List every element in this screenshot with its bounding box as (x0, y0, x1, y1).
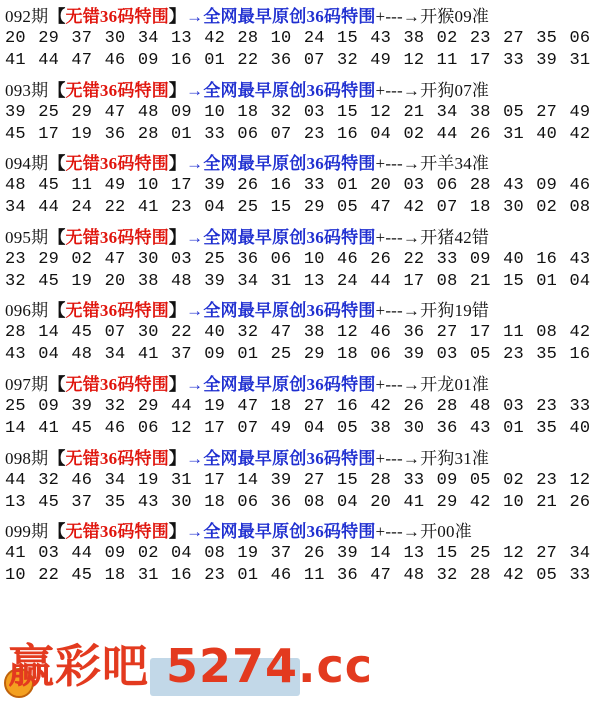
number-row: 45 17 19 36 28 01 33 06 07 23 16 04 02 44 26 31 40 42 (5, 124, 591, 144)
arrow-connector: +---→ (375, 301, 421, 321)
close-bracket: 】 (168, 301, 187, 321)
result-label: 开龙01准 (420, 374, 490, 394)
close-bracket: 】 (168, 374, 187, 394)
number-row: 28 14 45 07 30 22 40 32 47 38 12 46 36 27 17 11 08 42 (5, 323, 591, 343)
period-label: 093期 (5, 80, 49, 100)
number-row: 23 29 02 47 30 03 25 36 06 10 46 26 22 33 09 40 16 43 (5, 249, 591, 269)
slogan-label: →全网最早原创36码特围 (186, 522, 376, 542)
result-label: 开00准 (420, 522, 472, 542)
period-label: 097期 (5, 374, 49, 394)
slogan-label: →全网最早原创36码特围 (186, 154, 376, 174)
record-header (0, 521, 595, 543)
record-header (0, 80, 595, 102)
record-block (0, 448, 595, 522)
number-row: 41 03 44 09 02 04 08 19 37 26 39 14 13 15 25 12 27 34 (5, 544, 591, 564)
result-label: 开猴09准 (420, 7, 490, 26)
tag-label: 无错36码特围 (65, 374, 169, 394)
number-row: 32 45 19 20 38 48 39 34 31 13 24 44 17 08 21 15 01 04 (5, 271, 591, 291)
record-header (0, 374, 595, 396)
result-label: 开狗31准 (420, 448, 490, 468)
arrow-connector: +---→ (375, 227, 421, 247)
record-block (0, 300, 595, 374)
period-label: 098期 (5, 448, 49, 468)
open-bracket: 【 (48, 7, 66, 26)
records-list (0, 6, 595, 595)
record-header (0, 153, 595, 175)
open-bracket: 【 (48, 227, 66, 247)
tag-label: 无错36码特围 (65, 301, 169, 321)
tag-label: 无错36码特围 (65, 154, 169, 174)
number-row: 14 41 45 46 06 12 17 07 49 04 05 38 30 36 43 01 35 40 (5, 418, 591, 438)
open-bracket: 【 (48, 301, 66, 321)
result-label: 开猪42错 (420, 227, 490, 247)
record-header (0, 448, 595, 470)
record-header (0, 6, 595, 28)
open-bracket: 【 (48, 154, 66, 174)
tag-label: 无错36码特围 (65, 80, 169, 100)
number-row: 13 45 37 35 43 30 18 06 36 08 04 20 41 29 42 10 21 26 (5, 492, 591, 512)
close-bracket: 】 (168, 227, 187, 247)
slogan-label: →全网最早原创36码特围 (186, 80, 376, 100)
arrow-connector: +---→ (375, 522, 421, 542)
record-block (0, 6, 595, 80)
slogan-label: →全网最早原创36码特围 (186, 7, 376, 26)
number-row: 10 22 45 18 31 16 23 01 46 11 36 47 48 32 28 42 05 33 (5, 566, 591, 586)
record-block (0, 227, 595, 301)
period-label: 096期 (5, 301, 49, 321)
arrow-connector: +---→ (375, 80, 421, 100)
watermark-logo: 赢彩吧 5274.cc (8, 639, 374, 693)
period-label: 092期 (5, 7, 49, 26)
tag-label: 无错36码特围 (65, 522, 169, 542)
number-row: 20 29 37 30 34 13 42 28 10 24 15 43 38 02 23 27 35 06 (5, 29, 591, 48)
number-row: 44 32 46 34 19 31 17 14 39 27 15 28 33 09 05 02 23 12 (5, 470, 591, 490)
record-header (0, 227, 595, 249)
record-block (0, 374, 595, 448)
arrow-connector: +---→ (375, 7, 421, 26)
arrow-connector: +---→ (375, 448, 421, 468)
close-bracket: 】 (168, 448, 187, 468)
number-row: 34 44 24 22 41 23 04 25 15 29 05 47 42 07 18 30 02 08 (5, 198, 591, 218)
tag-label: 无错36码特围 (65, 448, 169, 468)
number-row: 41 44 47 46 09 16 01 22 36 07 32 49 12 11 17 33 39 31 (5, 51, 591, 70)
arrow-connector: +---→ (375, 374, 421, 394)
period-label: 094期 (5, 154, 49, 174)
number-row: 48 45 11 49 10 17 39 26 16 33 01 20 03 06 28 43 09 46 (5, 176, 591, 196)
record-block (0, 80, 595, 154)
arrow-connector: +---→ (375, 154, 421, 174)
tag-label: 无错36码特围 (65, 227, 169, 247)
slogan-label: →全网最早原创36码特围 (186, 374, 376, 394)
number-row: 25 09 39 32 29 44 19 47 18 27 16 42 26 28 48 03 23 33 (5, 396, 591, 416)
close-bracket: 】 (168, 7, 187, 26)
open-bracket: 【 (48, 448, 66, 468)
result-label: 开羊34准 (420, 154, 490, 174)
close-bracket: 】 (168, 80, 187, 100)
open-bracket: 【 (48, 374, 66, 394)
open-bracket: 【 (48, 522, 66, 542)
record-block (0, 521, 595, 595)
result-label: 开狗19错 (420, 301, 490, 321)
slogan-label: →全网最早原创36码特围 (186, 301, 376, 321)
record-header (0, 300, 595, 322)
close-bracket: 】 (168, 522, 187, 542)
number-row: 43 04 48 34 41 37 09 01 25 29 18 06 39 03 05 23 35 16 (5, 345, 591, 365)
record-block (0, 153, 595, 227)
period-label: 095期 (5, 227, 49, 247)
slogan-label: →全网最早原创36码特围 (186, 227, 376, 247)
period-label: 099期 (5, 522, 49, 542)
number-row: 39 25 29 47 48 09 10 18 32 03 15 12 21 34 38 05 27 49 (5, 102, 591, 122)
watermark (0, 620, 595, 703)
result-label: 开狗07准 (420, 80, 490, 100)
tag-label: 无错36码特围 (65, 7, 169, 26)
close-bracket: 】 (168, 154, 187, 174)
slogan-label: →全网最早原创36码特围 (186, 448, 376, 468)
open-bracket: 【 (48, 80, 66, 100)
